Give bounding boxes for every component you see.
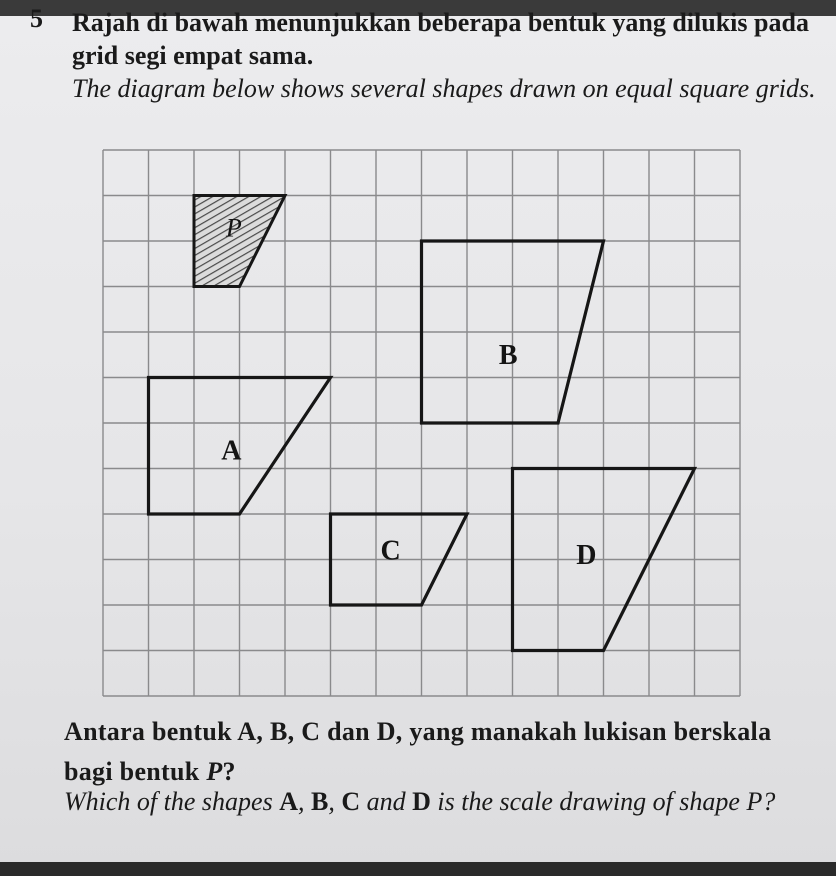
intro-text-malay: Rajah di bawah menunjukkan beberapa bentuk yang dilukis pada grid segi empat sama. bbox=[72, 8, 809, 70]
shape-label-d: D bbox=[576, 540, 597, 572]
question-text-malay: Antara bentuk A, B, C dan D, yang manakah lukisan berskala bagi bentuk P? bbox=[64, 717, 772, 786]
shape-label-c: C bbox=[380, 535, 401, 567]
shape-label-p: P bbox=[225, 213, 242, 243]
question-number: 5 bbox=[30, 4, 43, 33]
intro-text-english: The diagram below shows several shapes drawn on equal square grids. bbox=[72, 74, 816, 103]
shape-label-b: B bbox=[498, 339, 518, 371]
question-text-english: Which of the shapes A, B, C and D is the scale drawing of shape P? bbox=[64, 787, 776, 816]
bottom-edge-shadow bbox=[0, 862, 836, 876]
shape-labels bbox=[221, 213, 596, 571]
shape-label-a: A bbox=[221, 435, 242, 467]
